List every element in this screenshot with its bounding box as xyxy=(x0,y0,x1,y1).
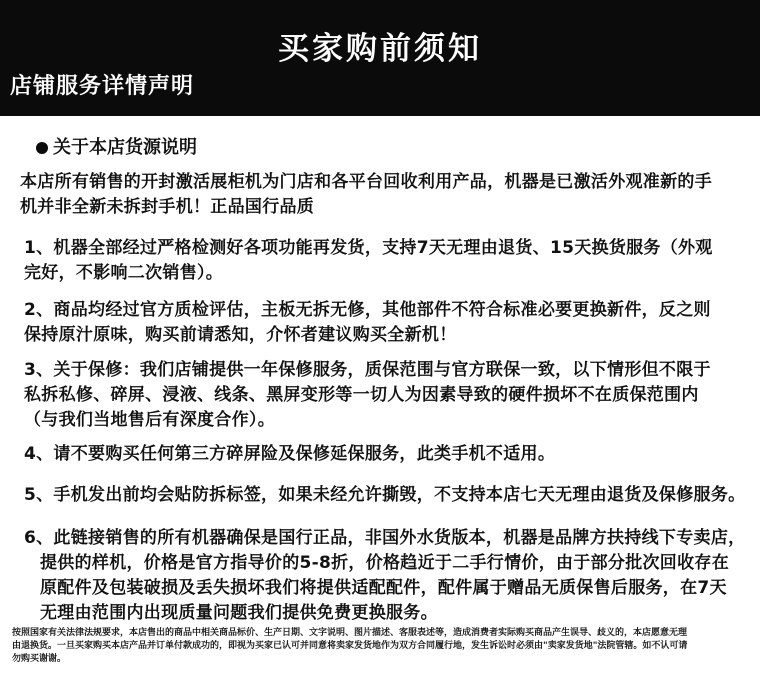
footer-line: 由退换货。一旦买家购买本店产品并订单付款成功的，即视为买家已认可并同意将卖家发货地作为双方合同履行地，发生诉讼时必须由"卖家发货地"法院管辖。如不认可请 xyxy=(12,641,688,651)
notice-line: 提供的样机，价格是官方指导价的5-8折，价格趋近于二手行情价，由于部分批次回收存在 xyxy=(40,553,730,573)
notice-line: 6、此链接销售的所有机器确保是国行正品，非国外水货版本，机器是品牌方扶持线下专卖店， xyxy=(24,528,746,548)
notice-line: 4、请不要购买任何第三方碎屏险及保修延保服务，此类手机不适用。 xyxy=(24,444,556,464)
footer-line: 按照国家有关法律法规要求，本店售出的商品中相关商品标价、生产日期、文字说明、图片描述、客服表述等，造成消费者实际购买商品产生误导、歧义的，本店愿意无理 xyxy=(12,628,688,638)
page-subtitle: 店铺服务详情声明 xyxy=(10,74,195,99)
legal-footer xyxy=(12,627,752,666)
notice-line: 完好，不影响二次销售）。 xyxy=(24,263,224,283)
notice-line: 2、商品均经过官方质检评估，主板无拆无修，其他部件不符合标准必要更换新件，反之则 xyxy=(24,300,711,320)
section-heading xyxy=(36,135,197,161)
notice-line: 1、机器全部经过严格检测好各项功能再发货，支持7天无理由退货、15天换货服务（外观 xyxy=(24,238,713,258)
notice-line: （与我们当地售后有深度合作）。 xyxy=(24,410,275,430)
notice-line: 保持原汁原味，购买前请悉知，介怀者建议购买全新机！ xyxy=(24,325,457,345)
intro-line: 本店所有销售的开封激活展柜机为门店和各平台回收利用产品，机器是已激活外观准新的手 xyxy=(20,172,712,192)
notice-line: 原配件及包装破损及丢失损坏我们将提供适配配件，配件属于赠品无质保售后服务，在7天 xyxy=(40,578,727,598)
section-heading-text: 关于本店货源说明 xyxy=(53,137,197,158)
intro-line: 机并非全新未拆封手机！正品国行品质 xyxy=(20,197,315,217)
notice-line: 5、手机发出前均会贴防拆标签，如果未经允许撕毁，不支持本店七天无理由退货及保修服务。 xyxy=(24,485,746,505)
bullet-icon xyxy=(36,142,48,154)
footer-line: 勿购买谢谢。 xyxy=(12,654,67,664)
header-banner xyxy=(0,0,760,116)
notice-item-2 xyxy=(24,298,711,348)
page-title: 买家购前须知 xyxy=(278,31,482,67)
notice-item-3 xyxy=(24,358,711,433)
intro-paragraph xyxy=(20,170,712,220)
notice-item-1 xyxy=(24,236,713,286)
notice-item-6 xyxy=(24,526,745,626)
notice-line: 私拆私修、碎屏、浸液、线条、黑屏变形等一切人为因素导致的硬件损坏不在质保范围内 xyxy=(24,385,699,405)
notice-line: 无理由范围内出现质量问题我们提供免费更换服务。 xyxy=(40,603,438,623)
notice-item-4 xyxy=(24,442,555,467)
notice-line: 3、关于保修：我们店铺提供一年保修服务，质保范围与官方联保一致，以下情形但不限于 xyxy=(24,360,711,380)
notice-item-5 xyxy=(24,483,745,508)
